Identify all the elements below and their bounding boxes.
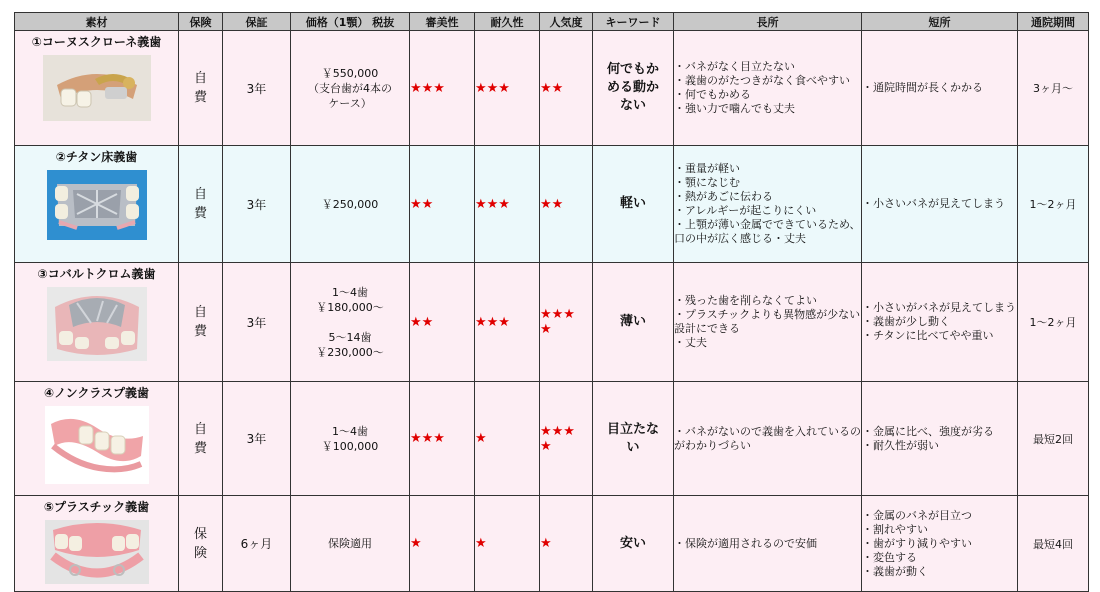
cons-cell bbox=[862, 146, 1018, 263]
price-cell bbox=[291, 382, 410, 496]
pros-item: ・何でもかめる bbox=[674, 88, 751, 101]
keyword-value: 薄い bbox=[619, 314, 646, 329]
keyword-cell bbox=[593, 31, 674, 146]
pros-item: ・丈夫 bbox=[674, 336, 707, 349]
pros-item: ・熱があごに伝わる bbox=[674, 190, 773, 203]
pros-item: ・顎になじむ bbox=[674, 176, 740, 189]
popularity-cell bbox=[540, 496, 593, 592]
durability-stars: ★★★ bbox=[475, 80, 510, 96]
durability-stars: ★ bbox=[475, 536, 487, 551]
keyword-value: 安い bbox=[619, 535, 646, 551]
keyword-cell bbox=[593, 382, 674, 496]
popularity-cell bbox=[540, 31, 593, 146]
cons-item: ・小さいバネが見えてしまう bbox=[862, 197, 1005, 210]
pros-cell bbox=[674, 146, 862, 263]
popularity-stars: ★★★★ bbox=[540, 307, 575, 337]
table-row bbox=[15, 382, 1089, 496]
cons-item: ・変色する bbox=[862, 550, 917, 564]
cons-cell bbox=[862, 31, 1018, 146]
aesthetics-cell bbox=[410, 263, 475, 382]
durability-stars: ★ bbox=[475, 431, 487, 446]
pros-item: ・保険が適用されるので安価 bbox=[674, 536, 817, 550]
insurance-cell bbox=[179, 31, 223, 146]
aesthetics-cell bbox=[410, 31, 475, 146]
durability-stars: ★★★ bbox=[475, 196, 510, 212]
material-cell bbox=[15, 496, 179, 592]
popularity-cell bbox=[540, 146, 593, 263]
warranty-cell: 3年 bbox=[223, 31, 291, 146]
price-value: 保険適用 bbox=[328, 537, 372, 550]
keyword-cell bbox=[593, 146, 674, 263]
pros-item: ・上顎が薄い金属でできているため、口の中が広く感じる・丈夫 bbox=[674, 218, 861, 245]
col-header-aesthetics: 審美性 bbox=[410, 13, 475, 31]
pros-item: ・重量が軽い bbox=[674, 162, 740, 175]
insurance-value: 自費 bbox=[193, 187, 207, 221]
cons-item: ・耐久性が弱い bbox=[862, 438, 939, 452]
material-name: ⑤プラスチック義歯 bbox=[43, 500, 150, 514]
material-cell bbox=[15, 263, 179, 382]
price-value: 1～4歯 ￥180,000～ 5～14歯 ￥230,000～ bbox=[316, 285, 384, 359]
price-value: 1～4歯 ￥100,000 bbox=[321, 424, 379, 453]
cons-cell bbox=[862, 382, 1018, 496]
material-cell bbox=[15, 31, 179, 146]
durability-cell bbox=[475, 382, 540, 496]
durability-cell bbox=[475, 496, 540, 592]
pros-item: ・義歯のがたつきがなく食べやすい bbox=[674, 74, 850, 87]
col-header-pros: 長所 bbox=[674, 13, 862, 31]
aesthetics-stars: ★★ bbox=[410, 314, 434, 330]
pros-item: ・強い力で噛んでも丈夫 bbox=[674, 102, 795, 115]
insurance-cell bbox=[179, 263, 223, 382]
popularity-stars: ★★ bbox=[540, 80, 564, 96]
col-header-insurance: 保険 bbox=[179, 13, 223, 31]
popularity-stars: ★★★★ bbox=[540, 423, 575, 454]
aesthetics-cell bbox=[410, 496, 475, 592]
cons-item: ・通院時間が長くかかる bbox=[862, 81, 983, 94]
keyword-cell bbox=[593, 263, 674, 382]
pros-cell bbox=[674, 31, 862, 146]
insurance-value: 自費 bbox=[193, 421, 207, 456]
warranty-cell: 6ヶ月 bbox=[223, 496, 291, 592]
pros-cell bbox=[674, 263, 862, 382]
material-cell bbox=[15, 146, 179, 263]
material-name: ②チタン床義歯 bbox=[55, 150, 138, 164]
col-header-material: 素材 bbox=[15, 13, 179, 31]
col-header-price: 価格（1顎） 税抜 bbox=[291, 13, 410, 31]
aesthetics-cell bbox=[410, 146, 475, 263]
popularity-cell bbox=[540, 382, 593, 496]
pros-cell bbox=[674, 496, 862, 592]
denture-comparison-table bbox=[14, 12, 1089, 592]
aesthetics-stars: ★★ bbox=[410, 196, 434, 212]
price-cell bbox=[291, 263, 410, 382]
col-header-keyword: キーワード bbox=[593, 13, 674, 31]
pros-item: ・プラスチックよりも異物感が少ない設計にできる bbox=[674, 308, 861, 335]
denture-photo-konus bbox=[43, 55, 151, 121]
table-row bbox=[15, 263, 1089, 382]
visit-period-cell: 1～2ヶ月 bbox=[1018, 146, 1089, 263]
cons-item: ・金属に比べ、強度が劣る bbox=[862, 424, 994, 438]
pros-item: ・アレルギーが起こりにくい bbox=[674, 204, 817, 217]
pros-item: ・バネがないので義歯を入れているのがわかりづらい bbox=[674, 424, 861, 452]
durability-stars: ★★★ bbox=[475, 314, 510, 330]
visit-period-cell: 3ヶ月～ bbox=[1018, 31, 1089, 146]
material-name: ④ノンクラスプ義歯 bbox=[43, 386, 150, 400]
insurance-cell bbox=[179, 382, 223, 496]
keyword-value: 軽い bbox=[619, 196, 646, 211]
warranty-cell: 3年 bbox=[223, 382, 291, 496]
table-row bbox=[15, 31, 1089, 146]
price-cell bbox=[291, 146, 410, 263]
cons-cell bbox=[862, 263, 1018, 382]
popularity-cell bbox=[540, 263, 593, 382]
price-cell bbox=[291, 31, 410, 146]
pros-cell bbox=[674, 382, 862, 496]
denture-photo-plastic bbox=[45, 520, 149, 584]
aesthetics-stars: ★ bbox=[410, 536, 422, 551]
cons-item: ・金属のバネが目立つ bbox=[862, 508, 972, 522]
cons-item: ・割れやすい bbox=[862, 522, 928, 536]
col-header-popularity: 人気度 bbox=[540, 13, 593, 31]
insurance-value: 保険 bbox=[193, 526, 207, 561]
cons-item: ・義歯が動く bbox=[862, 564, 928, 578]
aesthetics-cell bbox=[410, 382, 475, 496]
keyword-value: 目立たない bbox=[606, 421, 659, 455]
col-header-visit-period: 通院期間 bbox=[1018, 13, 1089, 31]
insurance-cell bbox=[179, 496, 223, 592]
col-header-durability: 耐久性 bbox=[475, 13, 540, 31]
cons-item: ・チタンに比べてやや重い bbox=[862, 329, 994, 342]
visit-period-cell: 最短2回 bbox=[1018, 382, 1089, 496]
visit-period-cell: 最短4回 bbox=[1018, 496, 1089, 592]
popularity-stars: ★★ bbox=[540, 196, 564, 212]
keyword-cell bbox=[593, 496, 674, 592]
material-name: ①コーヌスクローネ義歯 bbox=[31, 35, 162, 49]
pros-item: ・バネがなく目立たない bbox=[674, 60, 795, 73]
pros-item: ・残った歯を削らなくてよい bbox=[674, 294, 817, 307]
denture-photo-cobalt bbox=[47, 287, 147, 361]
popularity-stars: ★ bbox=[540, 536, 552, 551]
insurance-value: 自費 bbox=[193, 305, 207, 339]
col-header-cons: 短所 bbox=[862, 13, 1018, 31]
cons-item: ・義歯が少し動く bbox=[862, 315, 950, 328]
keyword-value: 何でもかめる動かない bbox=[606, 62, 659, 113]
price-cell bbox=[291, 496, 410, 592]
visit-period-cell: 1～2ヶ月 bbox=[1018, 263, 1089, 382]
material-cell bbox=[15, 382, 179, 496]
warranty-cell: 3年 bbox=[223, 263, 291, 382]
durability-cell bbox=[475, 263, 540, 382]
denture-photo-titanium bbox=[47, 170, 147, 240]
cons-cell bbox=[862, 496, 1018, 592]
material-name: ③コバルトクロム義歯 bbox=[37, 267, 156, 281]
aesthetics-stars: ★★★ bbox=[410, 431, 445, 446]
durability-cell bbox=[475, 31, 540, 146]
aesthetics-stars: ★★★ bbox=[410, 80, 445, 96]
table-row bbox=[15, 146, 1089, 263]
cons-item: ・小さいがバネが見えてしまう bbox=[862, 301, 1016, 314]
insurance-cell bbox=[179, 146, 223, 263]
table-row bbox=[15, 496, 1089, 592]
price-value: ￥250,000 bbox=[321, 197, 379, 211]
header-row bbox=[15, 13, 1089, 31]
col-header-warranty: 保証 bbox=[223, 13, 291, 31]
durability-cell bbox=[475, 146, 540, 263]
insurance-value: 自費 bbox=[193, 71, 207, 105]
cons-item: ・歯がすり減りやすい bbox=[862, 536, 972, 550]
price-value: ￥550,000 （支台歯が4本の ケース） bbox=[308, 66, 392, 110]
warranty-cell: 3年 bbox=[223, 146, 291, 263]
denture-photo-nonclasp bbox=[45, 406, 149, 484]
